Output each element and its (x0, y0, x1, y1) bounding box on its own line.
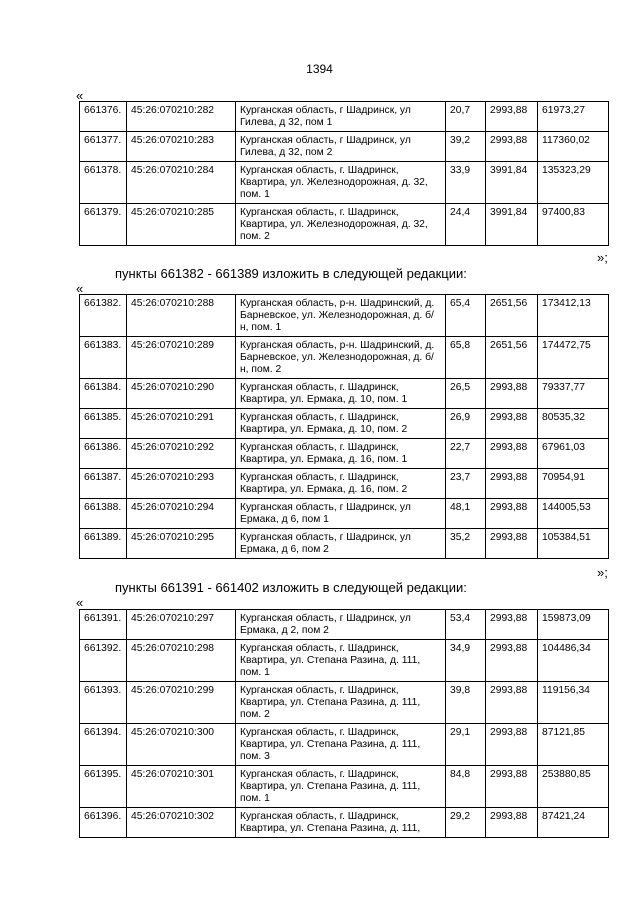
row-number-cell: 661383. (80, 337, 127, 379)
property-table-3 (79, 609, 609, 838)
row-number-cell: 661388. (80, 499, 127, 529)
value-cell: 174472,75 (538, 337, 609, 379)
rate-cell: 2651,56 (486, 295, 538, 337)
row-number-cell: 661377. (80, 132, 127, 162)
value-cell: 87421,24 (538, 808, 609, 838)
row-number-cell: 661391. (80, 610, 127, 640)
address-cell: Курганская область, р-н. Шадринский, д. Барневское, ул. Железнодорожная, д. б/н, пом. 2 (236, 337, 446, 379)
row-number-cell: 661382. (80, 295, 127, 337)
rate-cell: 2993,88 (486, 610, 538, 640)
cadastral-number-cell: 45:26:070210:299 (127, 682, 236, 724)
value-cell: 253880,85 (538, 766, 609, 808)
property-table-2 (79, 294, 609, 559)
value-cell: 80535,32 (538, 409, 609, 439)
row-number-cell: 661392. (80, 640, 127, 682)
row-number-cell: 661395. (80, 766, 127, 808)
table-row (80, 102, 609, 132)
close-quote: »; (597, 250, 608, 265)
address-cell: Курганская область, г Шадринск, ул Ермака, д 6, пом 2 (236, 529, 446, 559)
row-number-cell: 661379. (80, 204, 127, 246)
address-cell: Курганская область, г. Шадринск, Квартира, ул. Степана Разина, д. 111, пом. 1 (236, 766, 446, 808)
table-row (80, 439, 609, 469)
table-row (80, 808, 609, 838)
address-cell: Курганская область, г Шадринск, ул Ермака, д 2, пом 2 (236, 610, 446, 640)
cadastral-number-cell: 45:26:070210:285 (127, 204, 236, 246)
cadastral-number-cell: 45:26:070210:295 (127, 529, 236, 559)
address-cell: Курганская область, г. Шадринск, Квартира, ул. Ермака, д. 10, пом. 2 (236, 409, 446, 439)
value-cell: 97400,83 (538, 204, 609, 246)
address-cell: Курганская область, г. Шадринск, Квартира, ул. Степана Разина, д. 111, пом. 3 (236, 724, 446, 766)
value-cell: 87121,85 (538, 724, 609, 766)
open-quote: « (76, 595, 84, 610)
cadastral-number-cell: 45:26:070210:292 (127, 439, 236, 469)
area-cell: 35,2 (446, 529, 486, 559)
value-cell: 159873,09 (538, 610, 609, 640)
address-cell: Курганская область, г. Шадринск, Квартира, ул. Ермака, д. 16, пом. 1 (236, 439, 446, 469)
address-cell: Курганская область, г. Шадринск, Квартира, ул. Ермака, д. 16, пом. 2 (236, 469, 446, 499)
row-number-cell: 661389. (80, 529, 127, 559)
value-cell: 105384,51 (538, 529, 609, 559)
value-cell: 173412,13 (538, 295, 609, 337)
rate-cell: 2651,56 (486, 337, 538, 379)
table-row (80, 132, 609, 162)
rate-cell: 2993,88 (486, 766, 538, 808)
address-cell: Курганская область, г. Шадринск, Квартира, ул. Ермака, д. 10, пом. 1 (236, 379, 446, 409)
address-cell: Курганская область, г. Шадринск, Квартира, ул. Степана Разина, д. 111, пом. 2 (236, 682, 446, 724)
area-cell: 39,2 (446, 132, 486, 162)
rate-cell: 2993,88 (486, 499, 538, 529)
table-row (80, 204, 609, 246)
row-number-cell: 661378. (80, 162, 127, 204)
value-cell: 79337,77 (538, 379, 609, 409)
rate-cell: 2993,88 (486, 640, 538, 682)
address-cell: Курганская область, г Шадринск, ул Гилева, д 32, пом 2 (236, 132, 446, 162)
area-cell: 65,4 (446, 295, 486, 337)
area-cell: 34,9 (446, 640, 486, 682)
row-number-cell: 661384. (80, 379, 127, 409)
cadastral-number-cell: 45:26:070210:294 (127, 499, 236, 529)
value-cell: 117360,02 (538, 132, 609, 162)
table-row (80, 337, 609, 379)
value-cell: 135323,29 (538, 162, 609, 204)
address-cell: Курганская область, г. Шадринск, Квартира, ул. Степана Разина, д. 111, пом. 1 (236, 640, 446, 682)
area-cell: 26,9 (446, 409, 486, 439)
address-cell: Курганская область, г Шадринск, ул Гилева, д 32, пом 1 (236, 102, 446, 132)
table-row (80, 682, 609, 724)
property-table-1 (79, 101, 609, 246)
rate-cell: 2993,88 (486, 469, 538, 499)
amendment-paragraph: пункты 661391 - 661402 изложить в следующей редакции: (115, 580, 467, 595)
table-row (80, 469, 609, 499)
table-row (80, 766, 609, 808)
rate-cell: 2993,88 (486, 529, 538, 559)
cadastral-number-cell: 45:26:070210:302 (127, 808, 236, 838)
table-row (80, 162, 609, 204)
area-cell: 53,4 (446, 610, 486, 640)
area-cell: 33,9 (446, 162, 486, 204)
address-cell: Курганская область, г. Шадринск, Квартира, ул. Железнодорожная, д. 32, пом. 1 (236, 162, 446, 204)
cadastral-number-cell: 45:26:070210:283 (127, 132, 236, 162)
area-cell: 48,1 (446, 499, 486, 529)
table-row (80, 610, 609, 640)
rate-cell: 3991,84 (486, 204, 538, 246)
close-quote: »; (597, 565, 608, 580)
row-number-cell: 661376. (80, 102, 127, 132)
value-cell: 70954,91 (538, 469, 609, 499)
rate-cell: 2993,88 (486, 808, 538, 838)
area-cell: 20,7 (446, 102, 486, 132)
cadastral-number-cell: 45:26:070210:290 (127, 379, 236, 409)
value-cell: 61973,27 (538, 102, 609, 132)
table-row (80, 379, 609, 409)
table-row (80, 724, 609, 766)
rate-cell: 2993,88 (486, 379, 538, 409)
amendment-paragraph: пункты 661382 - 661389 изложить в следующей редакции: (115, 266, 467, 281)
address-cell: Курганская область, г Шадринск, ул Ермака, д 6, пом 1 (236, 499, 446, 529)
row-number-cell: 661396. (80, 808, 127, 838)
rate-cell: 2993,88 (486, 682, 538, 724)
cadastral-number-cell: 45:26:070210:301 (127, 766, 236, 808)
address-cell: Курганская область, р-н. Шадринский, д. Барневское, ул. Железнодорожная, д. б/н, пом. 1 (236, 295, 446, 337)
cadastral-number-cell: 45:26:070210:297 (127, 610, 236, 640)
table-row (80, 529, 609, 559)
cadastral-number-cell: 45:26:070210:289 (127, 337, 236, 379)
value-cell: 67961,03 (538, 439, 609, 469)
row-number-cell: 661393. (80, 682, 127, 724)
area-cell: 24,4 (446, 204, 486, 246)
row-number-cell: 661386. (80, 439, 127, 469)
cadastral-number-cell: 45:26:070210:288 (127, 295, 236, 337)
rate-cell: 2993,88 (486, 409, 538, 439)
table-row (80, 640, 609, 682)
value-cell: 144005,53 (538, 499, 609, 529)
cadastral-number-cell: 45:26:070210:282 (127, 102, 236, 132)
rate-cell: 2993,88 (486, 724, 538, 766)
cadastral-number-cell: 45:26:070210:284 (127, 162, 236, 204)
row-number-cell: 661387. (80, 469, 127, 499)
area-cell: 29,2 (446, 808, 486, 838)
row-number-cell: 661385. (80, 409, 127, 439)
area-cell: 65,8 (446, 337, 486, 379)
rate-cell: 2993,88 (486, 102, 538, 132)
cadastral-number-cell: 45:26:070210:293 (127, 469, 236, 499)
area-cell: 84,8 (446, 766, 486, 808)
address-cell: Курганская область, г. Шадринск, Квартира, ул. Железнодорожная, д. 32, пом. 2 (236, 204, 446, 246)
cadastral-number-cell: 45:26:070210:291 (127, 409, 236, 439)
area-cell: 23,7 (446, 469, 486, 499)
area-cell: 29,1 (446, 724, 486, 766)
table-row (80, 295, 609, 337)
area-cell: 22,7 (446, 439, 486, 469)
cadastral-number-cell: 45:26:070210:298 (127, 640, 236, 682)
address-cell: Курганская область, г. Шадринск, Квартира, ул. Степана Разина, д. 111, (236, 808, 446, 838)
rate-cell: 2993,88 (486, 439, 538, 469)
row-number-cell: 661394. (80, 724, 127, 766)
rate-cell: 2993,88 (486, 132, 538, 162)
page-number: 1394 (306, 62, 333, 76)
value-cell: 119156,34 (538, 682, 609, 724)
open-quote: « (76, 88, 84, 103)
area-cell: 26,5 (446, 379, 486, 409)
cadastral-number-cell: 45:26:070210:300 (127, 724, 236, 766)
open-quote: « (76, 281, 84, 296)
table-row (80, 409, 609, 439)
rate-cell: 3991,84 (486, 162, 538, 204)
table-row (80, 499, 609, 529)
area-cell: 39,8 (446, 682, 486, 724)
value-cell: 104486,34 (538, 640, 609, 682)
